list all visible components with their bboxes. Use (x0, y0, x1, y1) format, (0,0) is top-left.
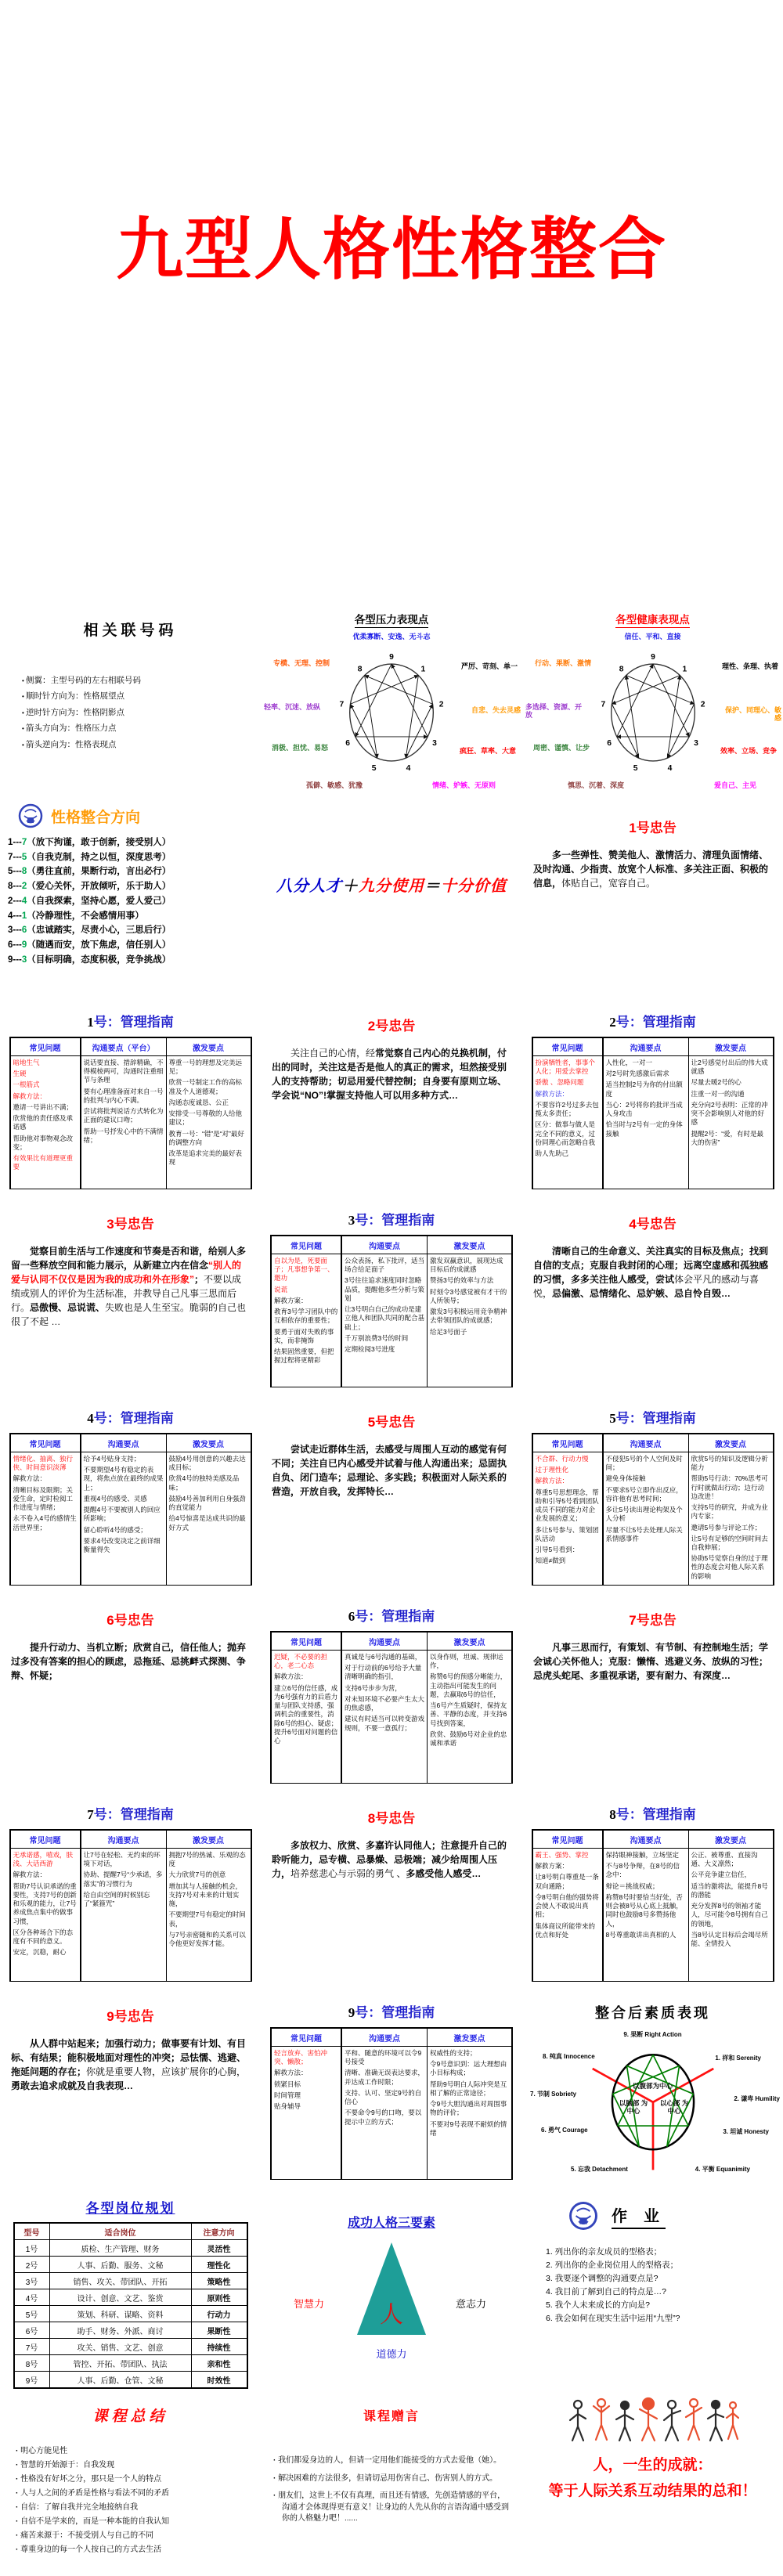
svg-text:1: 1 (420, 665, 426, 674)
type7-label: 多选择、资源、开放 (525, 703, 583, 720)
bullet-list: • 侧翼：主型号码的左右相联号码 • 顺时针方向为：性格展望点 • 逆时针方向为：性格阴影点 • 箭头方向为：性格压力点 • 箭头逆向为：性格表现点 (22, 673, 261, 752)
type1-label: 严厉、苛刻、单一 (460, 662, 518, 670)
slide-advice-6 (0, 1586, 261, 1784)
type4-label: 情绪、妒嫉、无原则 (431, 781, 496, 789)
col-motivation: 激发要点 欣赏5号的知识及逻辑分析能力 帮助5号行动：70%思考可行时就做出行动；边行动边改进！ 支持5号的研究，并成为业内专家； 邀请5号参与评论工作； 让5号有足够的空间时间去自我伸展； 协助5号觉察自身的过于理性的态度会对他人际关系的影响 (688, 1434, 773, 1585)
type6-label: 消极、担忧、易怒 (272, 744, 329, 752)
svg-text:9: 9 (650, 653, 655, 662)
guide-table (270, 1631, 513, 1784)
slide-course-gift (261, 2378, 522, 2576)
slide-three-elements (261, 2180, 522, 2378)
slide-title: 各型压力表现点 (355, 611, 429, 628)
slide-advice-7 (522, 1586, 783, 1784)
type3-label: 疯狂、草率、大意 (459, 747, 516, 755)
slide-title: 性格整合方向 (51, 809, 141, 826)
quality6-label: 6. 勇气 Courage (541, 2127, 588, 2134)
svg-text:7: 7 (600, 700, 605, 709)
svg-text:9: 9 (389, 653, 394, 662)
advice-text: 多一些弹性、赞美他人、激情活力、清理负面情绪、及时沟通、少指责、放宽个人标准、多关注正面、积极的信息，体贴自己，宽容自己。 (533, 850, 769, 889)
slide-guide-9 (261, 1982, 522, 2180)
col-problems: 常见问题 不合群、行动力慢 过于理性化 解救方法： 尊重5号思想理念，帮助和引导5号看到团队成员不同的能力对企业发展的意义； 多让5号参与、策划团队活动 引导5号看到： 知道≠做到 (533, 1434, 602, 1585)
enneagram-stress-diagram (324, 642, 459, 783)
col-communication: 沟通要点 不侵犯5号的个人空间及时间； 避免身体接触 不要求5号立即作出反应，容许他有思考时间； 多让5号读出理论构架及个人分析 尽量不让5号去处理人际关系情感事件 (602, 1434, 688, 1585)
morality-label: 道德力 (376, 2348, 407, 2360)
svg-text:3: 3 (693, 739, 698, 749)
slide-title: 6号忠告 (106, 1613, 154, 1628)
col-problems: 常见问题 扮演牺牲者，事事个人化；用爱去掌控 骄傲 、忽略问题 解救方法： 不要容许2号过多去包揽太多责任； 区分：做事与做人是完全不同的意义，过份同理心而忽略自我 助人先助己 (533, 1038, 602, 1189)
svg-text:3: 3 (432, 739, 437, 749)
advice-text: 尝试走近群体生活，去感受与周围人互动的感觉有何不同；关注自已内心感受并试着与他人沟通出来；忌固执自负、闭门造车；忌理论、多实践；积极面对人际关系的营造，开放自我，发挥特长… (272, 1444, 507, 1497)
talent-formula: 八分人才＋九分使用＝十分价值 (276, 876, 507, 895)
type9-label: 信任、平和、直接 (624, 633, 681, 640)
quality5-label: 5. 忘我 Detachment (571, 2166, 628, 2174)
col-problems: 常见问题 轻言放弃、害怕冲突、懒散； 解救方法： 锁紧目标 时间管理 贴身辅导 (272, 2029, 341, 2179)
advice-text: 提升行动力、当机立断；欣赏自己，信任他人；抛弃过多没有答案的担心的顾虑，忌拖延、忌挑衅式探测、争辩、怀疑； (11, 1642, 247, 1681)
slide-advice-4 (522, 1189, 783, 1387)
col-problems: 常见问题 自以为是，死要面子；凡事想争第一、邀功 说谎 解救方案： 教育3号学习团队中的互相依存的重要性； 要勇于面对失败的事实，而非掩饰 结果固然重要，但把握过程将更精彩 (272, 1236, 341, 1387)
brain-center-label: 以脑部 为中心 (619, 2099, 648, 2116)
advice-text: 清晰自己的生命意义、关注真实的目标及焦点；找到自信的支点；克服自我封闭的心理；远离空虚感和孤独感的习惯，多多关注他人感受，尝试体会平凡的感动与喜悦，忌偏激、忌情绪化、忌妒嫉、忌自怜自毁… (533, 1246, 769, 1299)
type8-label: 专横、无理、控制 (273, 659, 330, 667)
slide-guide-3 (261, 1189, 522, 1387)
job-table (13, 2222, 248, 2389)
slide-title: 整合后素质表现 (595, 2005, 710, 2021)
type2-label: 保护、同理心、敏感 (724, 706, 781, 723)
col-communication: 沟通要点 让7号在轻松、无约束的环境下对话， 协助、提醒7号“少承诺，多落实”的习惯行为 给自由空间的时候别忘了“紧箍咒” (80, 1831, 166, 1981)
col-communication: 沟通要点 给予4号贴身支持； 不要期望4号有稳定的表现，将焦点放在最终的成果上； 重视4号的感受、灵感 提醒4号不要被别人的回应所影响； 留心聆听4号的感受； 要求4号改变决定之前详细衡量得失 (80, 1434, 166, 1585)
page-title: 九型人格性格整合 (116, 212, 667, 287)
slide-guide-5 (522, 1387, 783, 1586)
slide-title: 4号：管理指南 (87, 1411, 174, 1426)
svg-text:2: 2 (700, 700, 705, 709)
slide-advice-1 (522, 793, 783, 991)
slide-title: 9号：管理指南 (348, 2005, 435, 2020)
slide-course-summary (0, 2378, 261, 2576)
slide-guide-8 (522, 1784, 783, 1982)
heart-center-label: 以心部 为中心 (659, 2099, 689, 2116)
guide-table (9, 1829, 252, 1982)
slide-stress-points (261, 595, 522, 793)
svg-text:5: 5 (633, 763, 638, 773)
svg-text:8: 8 (357, 665, 363, 674)
col-communication: 沟通要点 保持眼神接触，立场坚定 不与8号争辩，在8号的信念中： 辩论＝挑战权威； 称赞8号时要恰当好处，否则会被8号从心底上抵触，同时也鼓励8号多赞扬他人， 8号尊重敢讲出真相的人 (602, 1831, 688, 1981)
guide-table (532, 1433, 774, 1586)
slide-guide-6 (261, 1586, 522, 1784)
guide-table (532, 1037, 774, 1189)
col-problems: 常见问题 迟疑，不必要的担心，老二心态 解救方法： 建立6号的信任感，成为6号强有力的后盾力量与团队支持感，强调机会的重要性，消除6号的担心、疑虑；提升6号面对问题的信心 (272, 1633, 341, 1783)
slide-title: 1号忠告 (629, 821, 677, 835)
slide-closing (522, 2378, 783, 2576)
col-motivation: 激发要点 公正、被尊重、直接沟通、大义凛然； 公平竞争建立信任， 适当的激将法，能提升8号的潜能 充分发挥8号的领袖才能人，尽可能令8号拥有自己的领地， 当8号认定目标后会竭尽所能、全情投入 (688, 1831, 773, 1981)
slide-job-planning (0, 2180, 261, 2386)
brand-logo-icon (568, 2200, 599, 2231)
enneagram-qualities-diagram (580, 2040, 726, 2171)
advice-text: 凡事三思而行，有策划、有节制、有控制地生活；学会诚心关怀他人；克服：懒惰、逃避义务、放纵的习性；忌虎头蛇尾、多重视承诺，要有耐力、有深度… (533, 1642, 769, 1681)
type2-label: 自悲、失去灵感 (471, 706, 521, 714)
svg-text:4: 4 (667, 763, 672, 773)
col-motivation: 激发要点 鼓励4号用创意的兴趣去达成目标； 欣赏4号的独特美感及品味； 鼓励4号善加利用自身强劲的直觉能力 给4号惊喜是达成共识的最好方式 (166, 1434, 251, 1585)
advice-text: 觉察目前生活与工作速度和节奏是否和谐，给别人多留一些释放空间和能力展示，从新建立内在信念“别人的爱与认同不仅仅是因为我的成功和外在形象”；不要以成绩或别人的评价为生活标准，并教导自己凡事三思而后行。忌傲慢、忌说谎、失败也是人生至宝。脆弱的自己也很了不起 … (11, 1246, 247, 1327)
type4-label: 爱自己、主见 (713, 781, 756, 789)
title-slide (0, 0, 783, 595)
slide-homework (522, 2180, 783, 2378)
quality9-label: 9. 果断 Right Action (623, 2031, 682, 2038)
slide-advice-8 (261, 1784, 522, 1982)
guide-table (270, 1235, 513, 1387)
quality2-label: 2. 谦卑 Humility (734, 2095, 780, 2102)
slide-title: 各型健康表现点 (615, 611, 690, 628)
col-motivation: 激发要点 让2号感觉付出后的伟大成就感 尽量去暖2号的心 注重一对一的沟通 充分向2号表明：正常的冲突不会影响别人对他的好感 提醒2号：“爱，有时是最大的伤害” (688, 1038, 773, 1189)
guide-table (270, 2027, 513, 2180)
slide-title: 5号：管理指南 (609, 1411, 696, 1426)
slide-title: 6号：管理指南 (348, 1609, 435, 1624)
slide-advice-9 (0, 1982, 261, 2180)
slide-guide-1 (0, 991, 261, 1189)
slide-title: 4号忠告 (629, 1217, 677, 1232)
col-communication: 沟通要点 人性化，一对一 对2号时先感激后需求 适当控制2号为你的付出额度 当心：2号将你的批评当成人身攻击 恰当时与2号有一定的身体接触 (602, 1038, 688, 1189)
guide-table (9, 1433, 252, 1586)
svg-text:7: 7 (339, 700, 345, 709)
svg-text:1: 1 (682, 665, 687, 674)
slide-title: 2号：管理指南 (609, 1015, 696, 1030)
quality4-label: 4. 平衡 Equanimity (695, 2166, 750, 2174)
quality7-label: 7. 节制 Sobriety (530, 2091, 577, 2098)
type5-label: 孤僻、敏感、犹豫 (306, 781, 363, 789)
slide-advice-3 (0, 1189, 261, 1387)
type5-label: 慎思、沉着、深度 (568, 781, 625, 789)
slide-title: 课程总结 (92, 2408, 168, 2425)
col-header-focus: 注意方向 (191, 2223, 247, 2240)
slide-title: 作 业 (612, 2203, 666, 2229)
guide-table (9, 1037, 252, 1189)
type7-label: 轻率、沉迷、放纵 (264, 703, 321, 711)
wisdom-label: 智慧力 (294, 2298, 325, 2310)
svg-text:人: 人 (380, 2302, 403, 2328)
brand-logo-icon (17, 803, 44, 829)
svg-text:5: 5 (371, 763, 377, 773)
slide-guide-2 (522, 991, 783, 1189)
direction-list: 1---7（放下拘谨，敢于创新，接受别人） 7---5（自我克制，持之以恒，深度思考） 5---8（勇往直前，果断行动，言出必行） 8---2（爱心关怀，开放倾听，乐于助人） 2---4（自我探索，坚持心愿，爱人爱己） 4---1（冷静理性，不会感情用事） 3---6（忠诚踏实，尽责小心，三思后行） 6---9（随遇而安，放下焦虑，信任别人） 9---3（目标明确，态度积极，竞争挑战） (8, 838, 171, 965)
advice-text: 从人群中站起来；加强行动力；做事要有计划、有目标、有结果；能积极地面对理性的冲突；忌怯懦、逃避、拖延问题的存在；你就是重要人物，应该扩展你的心胸，勇敢去追求成就及自我表现… (11, 2038, 247, 2091)
slide-health-points (522, 595, 783, 793)
svg-text:2: 2 (438, 700, 444, 709)
belly-center-label: 以腹部为中心 (632, 2082, 673, 2090)
slide-title: 成功人格三要素 (347, 2217, 435, 2230)
job-table-body: 1号 质检、生产管理、财务 灵活性 2号 人事、后勤、服务、文秘 理性化 3号 销售、攻关、带团队、开拓 策略性 4号 设计、创意、文艺、鉴赏 原则性 5号 策划、科研、谋略、资料 行动力 6号 助手、财务、外派、商讨 果断性 7号 攻关、销售、文艺、创意 持续性 8号 管控、开拓、带团队、执法 亲和性 9号 人事、后勤、仓管、文秘 时效性 (14, 2240, 247, 2389)
col-problems: 常见问题 暗地生气 生硬 一根筋式 解救方法： 邀请一号讲出不满； 欣赏他的责任感及承诺感 帮助他对事物观念改变； 有效果比有道理更重要 (11, 1038, 80, 1189)
col-communication: 沟通要点 真诚是与6号沟通的基础， 对于行动前的6号给予大量清晰明确的指引， 支持6号步步为营， 对未知环境不必要产生太大的焦虑感， 建议有时适当可以转变游戏规则，不要一意孤行； (341, 1633, 427, 1783)
slide-header (17, 803, 261, 829)
slide-title: 1号：管理指南 (87, 1015, 174, 1030)
slide-title: 3号：管理指南 (348, 1213, 435, 1228)
slide-header (568, 2200, 783, 2231)
type6-label: 周密、谨慎、让步 (533, 744, 590, 752)
slide-title: 3号忠告 (106, 1217, 154, 1232)
slide-title: 9号忠告 (106, 2009, 154, 2024)
col-motivation: 激发要点 拥抱7号的热诚、乐观的态度 大力欣赏7号的创意 增加其与人接触的机会，支持7号对未来的计划实施， 不要期望7号有稳定的时间表， 与7号亲密随和的关系可以令他更好发挥才能。 (166, 1831, 251, 1981)
slide-title: 8号：管理指南 (609, 1807, 696, 1822)
type8-label: 行动、果断、激情 (535, 659, 592, 667)
people-illustration (567, 2395, 739, 2445)
slide-integration-direction (0, 793, 261, 991)
quality1-label: 1. 祥和 Serenity (715, 2055, 761, 2062)
slide-grid (0, 595, 783, 2576)
svg-text:6: 6 (345, 739, 350, 749)
type1-label: 理性、条理、执着 (721, 662, 778, 670)
col-motivation: 激发要点 激发双赢意识，展现达成目标后的成就感 赞扬3号的效率与方法 时刻令3号感觉被有才干的人所领导； 激发3号积极运用竞争精神去带领团队的成就感； 给足3号面子 (427, 1236, 511, 1387)
col-problems: 常见问题 霸王、强势、掌控 解救方案： 让8号明白尊重是一条双向通路； 令8号明白他的强势将会使人不敢说出真相； 集体商议所能带来的优点和好处 (533, 1831, 602, 1981)
slide-title: 7号忠告 (629, 1613, 677, 1628)
closing-line-1: 人，一生的成就： (593, 2457, 713, 2473)
col-motivation: 激发要点 以身作则，坦诚、规律运作， 称赞6号的预感分晰能力，主动指出可能发生的问题，去赢取6号的信任， 当6号产生质疑时，保持友善、平静的态度，并支持6号找到答案， 欣赏、鼓励6号对企业的忠诚和承诺 (427, 1633, 511, 1783)
slide-title: 2号忠告 (367, 1019, 416, 1034)
col-header-positions: 适合岗位 (49, 2223, 191, 2240)
type3-label: 效率、立场、竞争 (720, 747, 777, 755)
slide-guide-7 (0, 1784, 261, 1982)
enneagram-health-diagram (586, 642, 720, 783)
quality3-label: 3. 坦诚 Honesty (723, 2128, 769, 2135)
will-label: 意志力 (455, 2298, 486, 2310)
col-problems: 常见问题 无承诺感，嘻戏，肤浅、大话西游 解救方法： 帮助7号认识承诺的重要性，支持7号的创新和乐观的能力，让7号养成焦点集中的做事习惯， 区分各种场合下的态度有不同的意义。 安定，沉稳，耐心 (11, 1831, 80, 1981)
summary-list: · 明心方能见性 · 智慧的开始源于：自我发现 · 性格没有好坏之分，那只是一个人的特点 · 人与人之间的矛盾是性格与看法不同的矛盾 · 自信：了解自我并完全地接纳自我 · 自信不是学来的，而是一种本能的自我认知 · 痛苦来源于：不接受别人与自己的不同 · 尊重身边的每一个人按自己的方式去生活 (16, 2444, 261, 2557)
col-communication: 沟通要点 平和、随意的环境可以令9号接受 清晰、准确无误表达要求，并达成工作时限； 支持、认可、坚定9号的自信心 不要命令9号的口吻，要以提示中立的方式； (341, 2029, 427, 2179)
slide-related-numbers (0, 595, 261, 793)
advice-text: 多放权力、欣赏、多嘉许认同他人；注意提升自己的聆听能力，忌专横、忌暴燥、忌极端；减少给周围人压力，培养慈悲心与示弱的勇气 、多感受他人感受… (272, 1840, 507, 1879)
col-motivation: 激发要点 权威性的支持； 令9号意识到：远大理想由小目标构成； 帮助9号明白人际冲突是互相了解的正常途径； 令9号大胆沟通出对周围事物的评价； 不要对9号表现不耐烦的情绪 (427, 2029, 511, 2179)
slide-integrated-qualities (522, 1982, 783, 2180)
homework-list: 1. 列出你的亲友成员的型格表； 2. 列出你的企业岗位用人的型格表； 3. 我要逐个调整的沟通要点是? 4. 我目前了解到自己的特点是…? 5. 我个人未来成长的方向是? 6. 我会如何在现实生活中运用“九型”? (546, 2247, 680, 2323)
type9-label: 优柔寡断、安逸、无斗志 (352, 633, 431, 640)
advice-text: 关注自己的心情，经常觉察自己内心的兑换机制，付出的同时，关注这是否是他人的真正的需求，坦然接受别人的支持帮助；切忌用爱代替控制；自身要有原则立场、学会说“NO”!掌握支持他人可以用多种方式… (272, 1048, 507, 1101)
svg-text:6: 6 (606, 739, 612, 749)
col-communication: 沟通要点 公众表扬，私下批评，适当场合给足面子 3号往往追求速度同时忽略品质，提醒他多些分析与策划 让3号明白自己的成功是建立他人和团队共同的配合基础上； 千万别浪费3号的时间 定期检阅3号进度 (341, 1236, 427, 1387)
col-problems: 常见问题 情绪化、抽离、独行侠、时间意识淡薄 解救方法： 清晰目标及限期；关爱生命，定时检阅工作进度与情绪； 永不卷入4号的感情生活世界里； (11, 1434, 80, 1585)
triangle-diagram (355, 2241, 428, 2336)
slide-title: 各型岗位规划 (85, 2201, 175, 2216)
slide-advice-5 (261, 1387, 522, 1586)
slide-title: 相关联号码 (83, 622, 178, 639)
slide-title: 课程赠言 (363, 2410, 420, 2423)
col-motivation: 激发要点 尊重一号的理想及完美远见； 欣赏一号制定工作的高标准及个人道德观； 沟通态度诚恳、公正 安排受一号尊敬的人给他建议； 教育一号：“错”是“对”最好的调整方向 改革是追求完美的最好表现 (166, 1038, 251, 1189)
slide-guide-4 (0, 1387, 261, 1586)
col-communication: 沟通要点（平台） 说话要直接、措辞精确，不得模棱两可，沟通时注重细节与条理 要有心理准备面对来自一号的批判与内心不满。 尝试将批判说话方式转化为正面的建议口吻； 帮助一号抒发心中的不满情绪； (80, 1038, 166, 1189)
svg-text:4: 4 (406, 763, 411, 773)
slide-advice-2 (261, 991, 522, 1189)
quality8-label: 8. 纯真 Innocence (543, 2053, 595, 2060)
guide-table (532, 1829, 774, 1982)
slide-talent-formula (261, 793, 522, 991)
slide-title: 8号忠告 (367, 1811, 416, 1826)
slide-title: 7号：管理指南 (87, 1807, 174, 1822)
svg-text:8: 8 (619, 665, 623, 674)
gift-list: · 我们都爱身边的人，但请一定用他们能接受的方式去爱他（她）。 · 解决困难的方法很多，但请切忌用伤害自己、伤害别人的方式。 · 朋友们，这世上不仅有真理，而且还有情感，先创造情感的平台，沟通才会体现得更有意义！让身边的人先从你的言语沟通中感受到你的人格魅力吧！...... (273, 2455, 511, 2525)
col-header-type: 型号 (14, 2223, 50, 2240)
closing-line-2: 等于人际关系互动结果的总和！ (548, 2483, 757, 2499)
slide-title: 5号忠告 (367, 1415, 416, 1430)
